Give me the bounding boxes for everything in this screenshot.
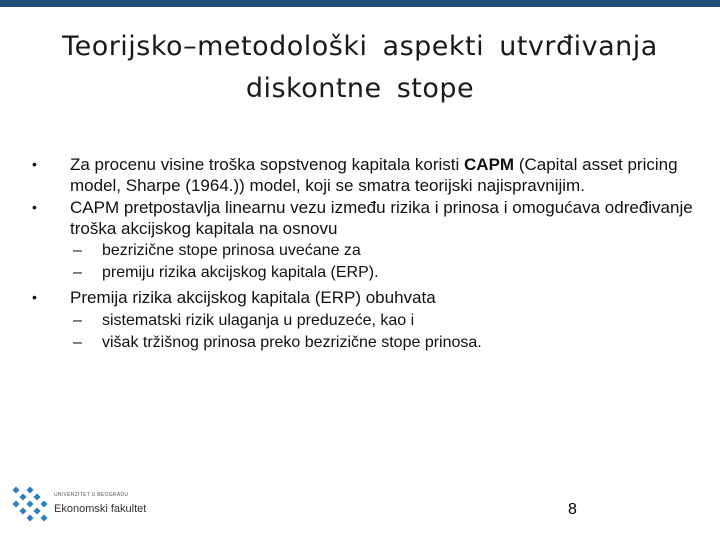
bullet-bold-term: CAPM xyxy=(464,155,515,174)
university-logo xyxy=(12,486,162,526)
bullet-item xyxy=(30,154,700,196)
logo-dot xyxy=(40,500,47,507)
logo-dot xyxy=(26,486,33,493)
bullet-dot: • xyxy=(32,156,37,172)
title-line-1: Teorijsko–metodološki aspekti utvrđivanja xyxy=(62,31,658,62)
sub-dash: – xyxy=(73,312,82,329)
title-line-2: diskontne stope xyxy=(245,73,475,104)
sub-text: premiju rizika akcijskog kapitala (ERP). xyxy=(102,264,379,281)
top-bar xyxy=(0,0,720,7)
bullet-dot: • xyxy=(32,289,37,305)
logo-dot xyxy=(26,500,33,507)
sub-item xyxy=(30,332,700,354)
slide-title xyxy=(0,26,720,110)
page-number: 8 xyxy=(568,501,577,518)
logo-dot xyxy=(19,507,26,514)
sub-text: sistematski rizik ulaganja u preduzeće, kao i xyxy=(102,312,415,329)
logo-dot xyxy=(19,493,26,500)
logo-dot xyxy=(40,514,47,521)
sub-text: višak tržišnog prinosa preko bezrizične stope prinosa. xyxy=(102,334,482,351)
sub-item xyxy=(30,240,700,262)
bullet-dot: • xyxy=(32,199,37,215)
logo-dot xyxy=(12,486,19,493)
logo-dot xyxy=(33,493,40,500)
sub-dash: – xyxy=(73,242,82,259)
bullet-text: Premija rizika akcijskog kapitala (ERP) obuhvata xyxy=(70,288,436,307)
slide-content xyxy=(30,154,700,354)
sub-item xyxy=(30,310,700,332)
logo-dot xyxy=(33,507,40,514)
logo-faculty-name: Ekonomski fakultet xyxy=(54,503,147,515)
bullet-text: Za procenu visine troška sopstvenog kapitala koristi xyxy=(70,155,465,174)
bullet-text-cont: (Capital asset pricing model, Sharpe (1964.)) model, koji se smatra teorijski najispravnijim. xyxy=(70,155,678,195)
logo-university-text: UNIVERZITET U BEOGRADU xyxy=(54,492,129,498)
logo-dot xyxy=(26,514,33,521)
logo-dot xyxy=(12,500,19,507)
sub-text: bezrizične stope prinosa uvećane za xyxy=(102,242,361,259)
bullet-item xyxy=(30,197,700,239)
bullet-text: CAPM pretpostavlja linearnu vezu između rizika i prinosa i omogućava određivanje troška akcijskog kapitala na osnovu xyxy=(70,198,693,238)
logo-dots-icon xyxy=(12,486,48,522)
sub-item xyxy=(30,262,700,284)
bullet-item xyxy=(30,287,700,308)
sub-dash: – xyxy=(73,264,82,281)
sub-dash: – xyxy=(73,334,82,351)
